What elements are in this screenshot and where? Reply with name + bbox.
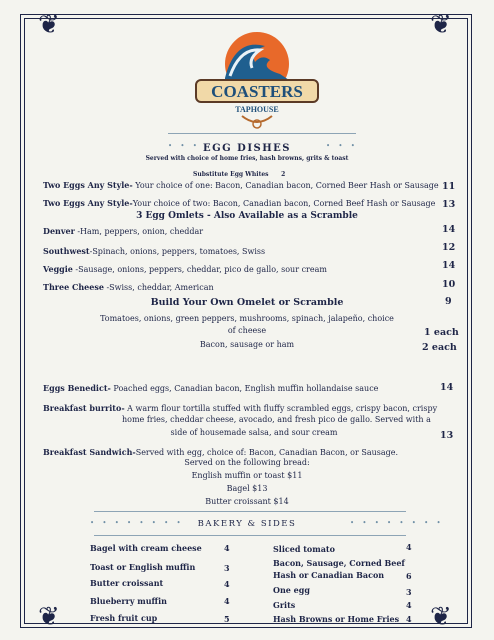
side-item-name: Sliced tomato: [273, 544, 335, 554]
item-name: Southwest: [43, 246, 90, 256]
omelet-header: 3 Egg Omlets - Also Available as a Scramble: [136, 211, 358, 221]
item-desc: Served with egg, choice of: Bacon, Canadian Bacon, or Sausage.: [135, 448, 399, 457]
side-item-name: Toast or English muffin: [90, 562, 196, 572]
item-desc-line: home fries, cheddar cheese, avocado, and fresh pico de gallo. Served with a: [122, 415, 431, 424]
build-price-cheese: 1 each: [424, 327, 459, 338]
item-desc: Your choice of one: Bacon, Canadian bacon, Corned Beer Hash or Sausage: [132, 181, 439, 190]
coasters-logo: [190, 28, 324, 132]
item-desc: -Sausage, onions, peppers, cheddar, pico de gallo, sour cream: [72, 265, 327, 274]
item-desc: Your choice of two: Bacon, Canadian bacon, Corned Beef Hash or Sausage: [132, 199, 436, 208]
menu-item: [43, 282, 214, 292]
build-price-meat: 2 each: [422, 342, 457, 353]
divider: [94, 535, 406, 536]
bread-option: Butter croissant $14: [205, 497, 289, 506]
item-price: 11: [442, 181, 456, 192]
item-price: 13: [442, 199, 456, 210]
item-price: 14: [442, 224, 456, 235]
substitute-egg-whites: Substitute Egg Whites 2: [193, 171, 286, 178]
side-item-price: 4: [406, 600, 412, 610]
side-item-price: 4: [224, 579, 230, 589]
item-name: Two Eggs Any Style-: [43, 198, 133, 208]
side-item-name: Butter croissant: [90, 578, 164, 588]
item-name: Veggie: [43, 264, 73, 274]
side-item-name: Bagel with cream cheese: [90, 543, 202, 553]
item-desc: -Spinach, onions, peppers, tomatoes, Swiss: [89, 247, 266, 256]
build-price: 9: [445, 296, 452, 307]
side-item-name-cont: Hash or Canadian Bacon: [273, 570, 385, 580]
item-name: Three Cheese: [43, 282, 104, 292]
side-item-price: 6: [406, 571, 412, 581]
item-name: Breakfast burrito-: [43, 403, 125, 413]
item-desc: Poached eggs, Canadian bacon, English muffin hollandaise sauce: [110, 384, 379, 393]
menu-item: [43, 246, 265, 256]
menu-item: [43, 198, 435, 208]
item-name: Eggs Benedict-: [43, 383, 111, 393]
item-name: Breakfast Sandwich-: [43, 447, 136, 457]
side-item-name: Blueberry muffin: [90, 596, 167, 606]
logo-sub: TAPHOUSE: [235, 105, 279, 114]
divider: [94, 511, 406, 512]
item-name: Two Eggs Any Style-: [43, 180, 133, 190]
ornament-corner-icon: ❦: [430, 602, 452, 632]
egg-dishes-subtitle: Served with choice of home fries, hash browns, grits & toast: [145, 155, 349, 162]
dots-decor: • • • • • • • •: [90, 519, 184, 527]
build-options-line3: Bacon, sausage or ham: [199, 340, 295, 349]
bread-option: Bagel $13: [226, 484, 268, 493]
item-price: 14: [442, 260, 456, 271]
side-item-name: Fresh fruit cup: [90, 613, 158, 623]
side-item-name: Hash Browns or Home Fries: [273, 614, 400, 624]
side-item-price: 5: [224, 614, 230, 624]
item-price: 14: [440, 382, 454, 393]
side-item-price: 3: [224, 563, 230, 573]
dots-decor: • • •: [168, 142, 200, 150]
build-your-own-title: Build Your Own Omelet or Scramble: [150, 297, 344, 308]
item-desc: A warm flour tortilla stuffed with fluffy scrambled eggs, crispy bacon, crispy: [124, 404, 438, 413]
menu-item: [43, 447, 398, 457]
egg-dishes-title: EGG DISHES: [202, 143, 292, 154]
item-name: Denver: [43, 226, 75, 236]
side-item-name: Grits: [273, 600, 296, 610]
item-desc-line: side of housemade salsa, and sour cream: [170, 428, 338, 437]
logo-name: COASTERS: [211, 82, 303, 101]
item-desc: -Ham, peppers, onion, cheddar: [74, 227, 204, 236]
side-item-price: 4: [406, 614, 412, 624]
side-item-name: One egg: [273, 585, 310, 595]
item-price: 12: [442, 242, 456, 253]
bread-intro: Served on the following bread:: [184, 458, 310, 467]
menu-item: [43, 383, 378, 393]
item-desc: -Swiss, cheddar, American: [103, 283, 214, 292]
build-options-line1: Tomatoes, onions, green peppers, mushrooms, spinach, jalapeño, choice: [100, 314, 394, 323]
side-item-price: 4: [224, 543, 230, 553]
side-item-name: Bacon, Sausage, Corned Beef: [273, 558, 405, 568]
dots-decor: • • • • • • • •: [350, 519, 444, 527]
menu-item: [43, 180, 439, 190]
side-item-price: 4: [406, 542, 412, 552]
ornament-corner-icon: ❦: [38, 602, 60, 632]
bread-option: English muffin or toast $11: [191, 471, 303, 480]
menu-item: [43, 264, 327, 274]
substitute-egg-whites-price: 2: [281, 171, 286, 178]
item-price: 13: [440, 430, 454, 441]
menu-item: [43, 403, 437, 413]
side-item-price: 3: [406, 587, 412, 597]
build-options-line2: of cheese: [227, 326, 267, 335]
ornament-corner-icon: ❦: [430, 10, 452, 40]
item-price: 10: [442, 279, 456, 290]
dots-decor: • • •: [326, 142, 358, 150]
bakery-sides-title: BAKERY & SIDES: [197, 519, 297, 529]
side-item-price: 4: [224, 596, 230, 606]
menu-item: [43, 226, 203, 236]
divider: [168, 133, 356, 134]
ornament-corner-icon: ❦: [38, 10, 60, 40]
